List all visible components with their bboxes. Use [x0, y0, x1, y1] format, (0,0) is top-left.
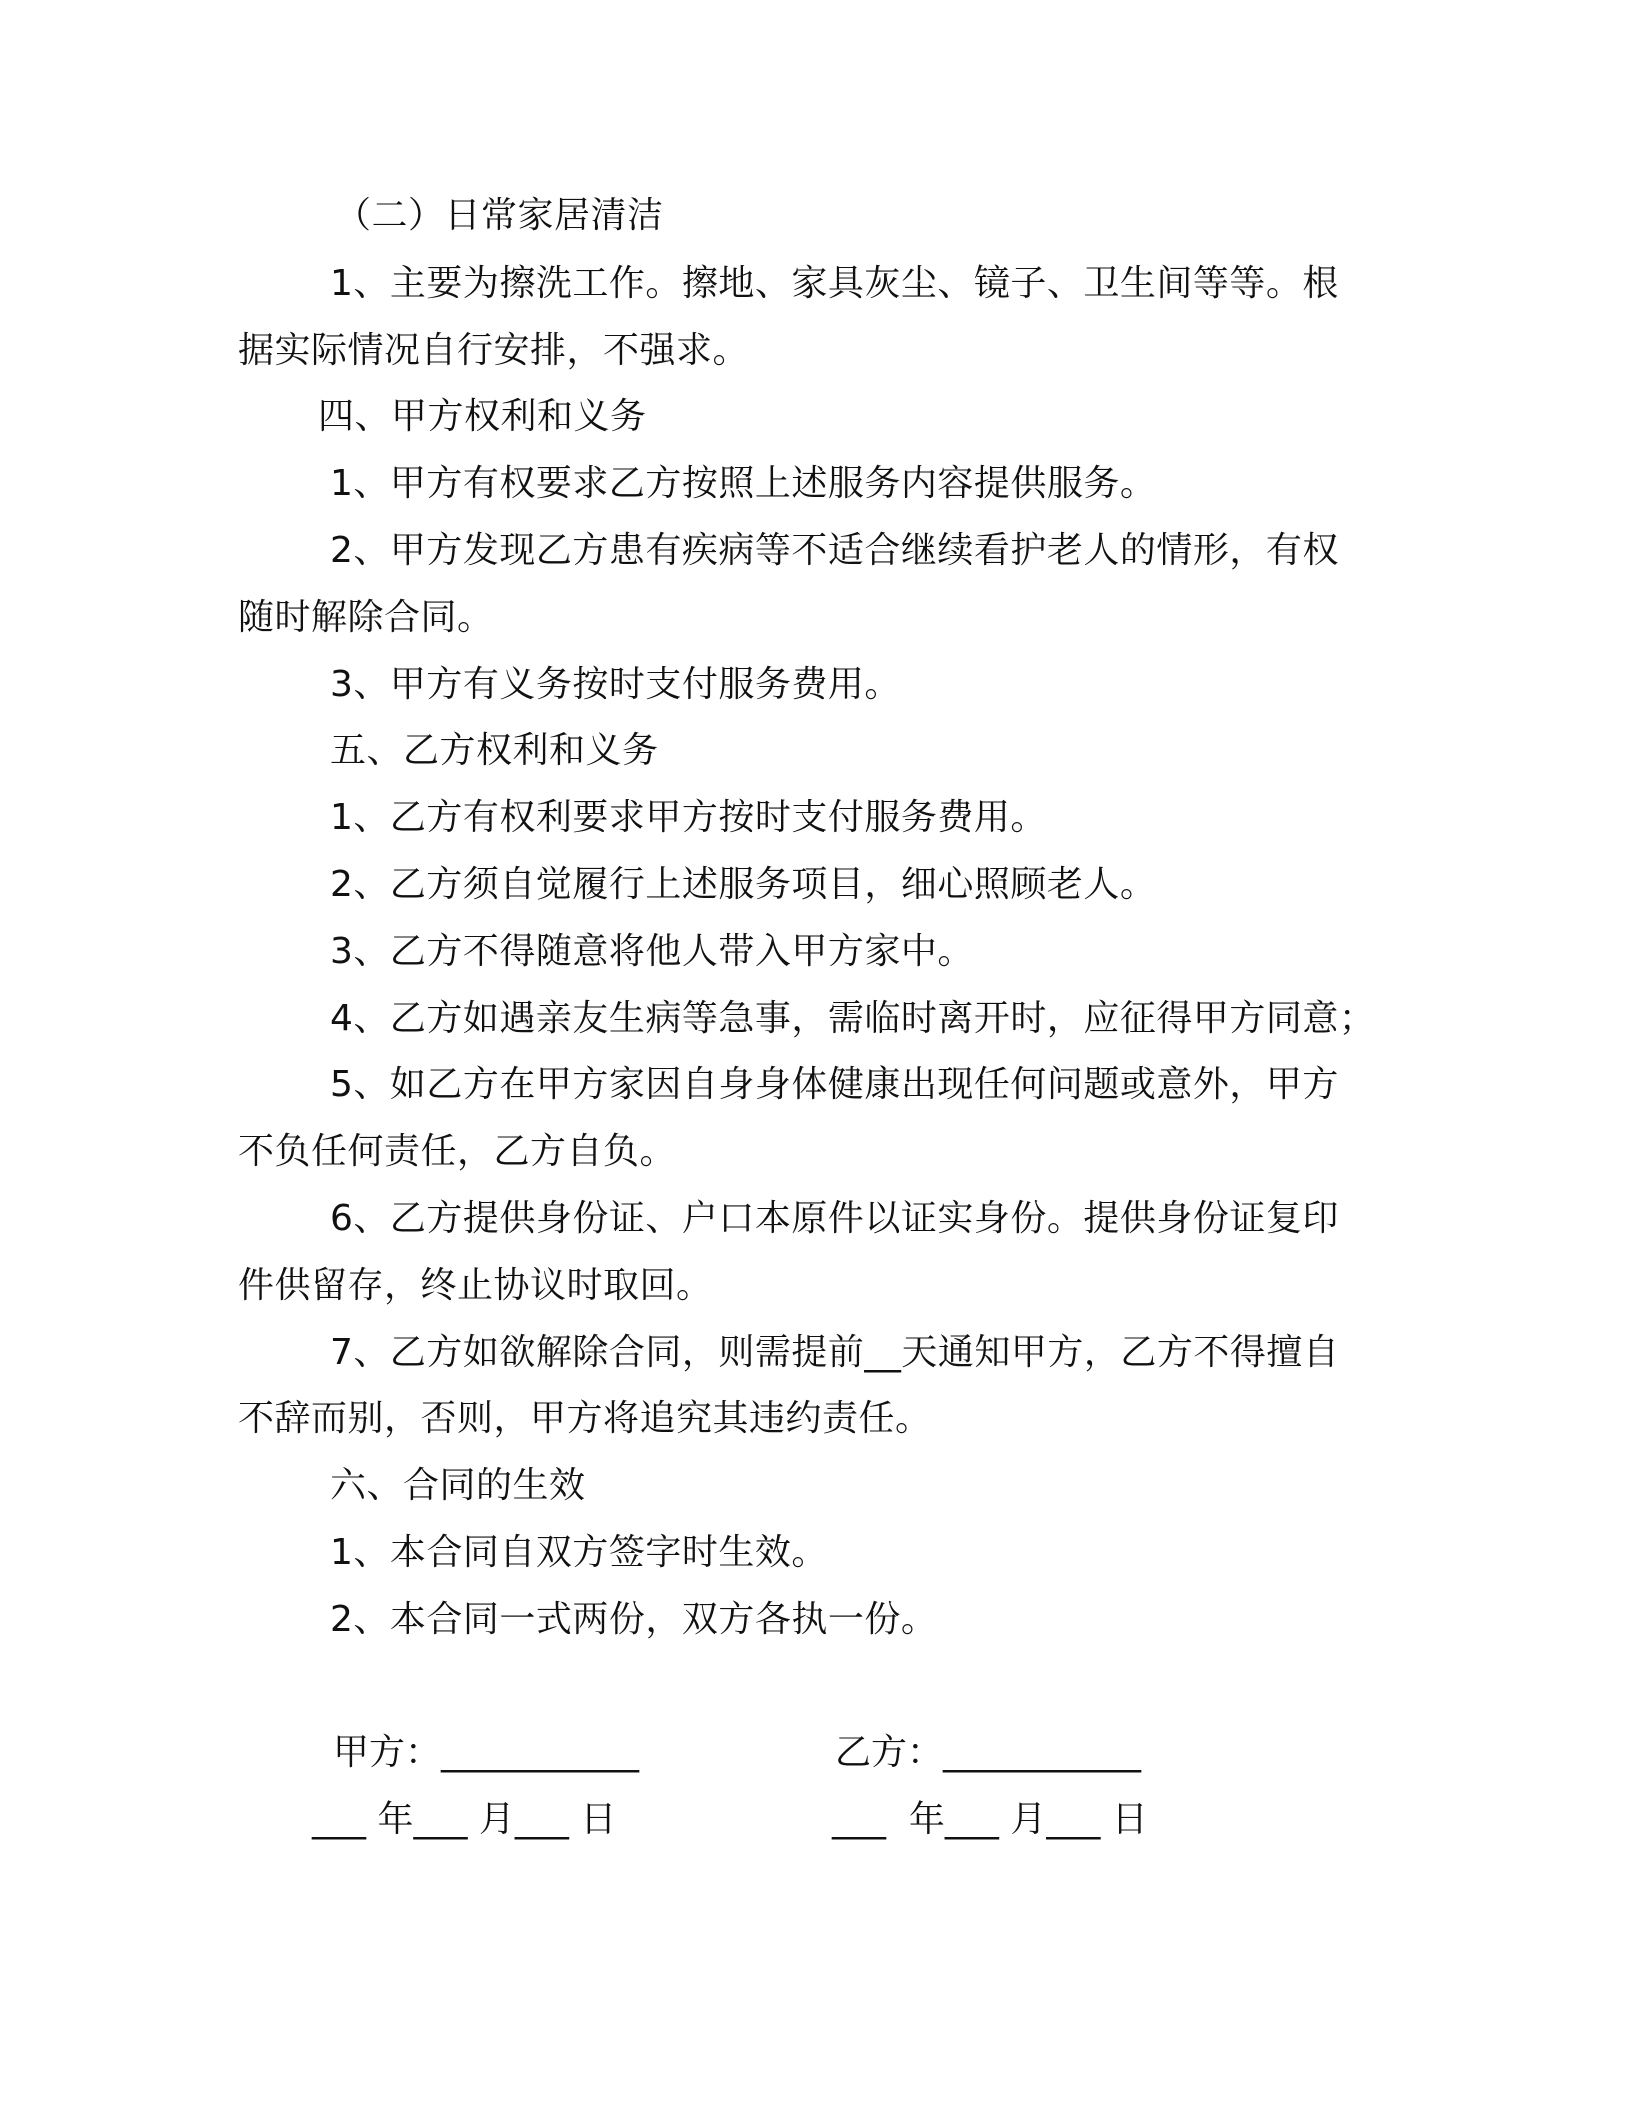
paragraph-line: 不负任何责任，乙方自负。 [238, 1131, 677, 1172]
paragraph-line: 2、本合同一式两份，双方各执一份。 [330, 1599, 938, 1640]
section-heading: 六、合同的生效 [330, 1465, 586, 1506]
paragraph-line: 7、乙方如欲解除合同，则需提前__天通知甲方，乙方不得擅自 [330, 1332, 1340, 1373]
paragraph-line: 2、乙方须自觉履行上述服务项目，细心照顾老人。 [330, 864, 1157, 905]
paragraph-line: 随时解除合同。 [238, 597, 494, 638]
section-heading: （二）日常家居清洁 [335, 195, 664, 236]
paragraph-line: 不辞而别，否则，甲方将追究其违约责任。 [238, 1398, 932, 1439]
paragraph-line: 6、乙方提供身份证、户口本原件以证实身份。提供身份证复印 [330, 1198, 1339, 1239]
paragraph-line: 3、甲方有义务按时支付服务费用。 [330, 664, 901, 705]
paragraph-line: 1、本合同自双方签字时生效。 [330, 1532, 828, 1573]
paragraph-line: 4、乙方如遇亲友生病等急事，需临时离开时，应征得甲方同意； [330, 998, 1376, 1039]
paragraph-line: 1、甲方有权要求乙方按照上述服务内容提供服务。 [330, 463, 1157, 504]
paragraph-line: 1、主要为擦洗工作。擦地、家具灰尘、镜子、卫生间等等。根 [330, 263, 1339, 304]
party-a-signature-line: 甲方：___________ [333, 1732, 640, 1773]
party-a-date-line: ___ 年___ 月___ 日 [312, 1799, 617, 1840]
paragraph-line: 据实际情况自行安排，不强求。 [238, 330, 750, 371]
paragraph-line: 2、甲方发现乙方患有疾病等不适合继续看护老人的情形，有权 [330, 530, 1339, 571]
paragraph-line: 5、如乙方在甲方家因自身身体健康出现任何问题或意外，甲方 [330, 1064, 1339, 1105]
section-heading: 五、乙方权利和义务 [330, 730, 659, 771]
section-heading: 四、甲方权利和义务 [318, 396, 647, 437]
party-b-date-line: ___ 年___ 月___ 日 [832, 1799, 1148, 1840]
party-b-signature-line: 乙方：___________ [835, 1732, 1142, 1773]
paragraph-line: 1、乙方有权利要求甲方按时支付服务费用。 [330, 797, 1047, 838]
paragraph-line: 3、乙方不得随意将他人带入甲方家中。 [330, 931, 974, 972]
paragraph-line: 件供留存，终止协议时取回。 [238, 1265, 713, 1306]
